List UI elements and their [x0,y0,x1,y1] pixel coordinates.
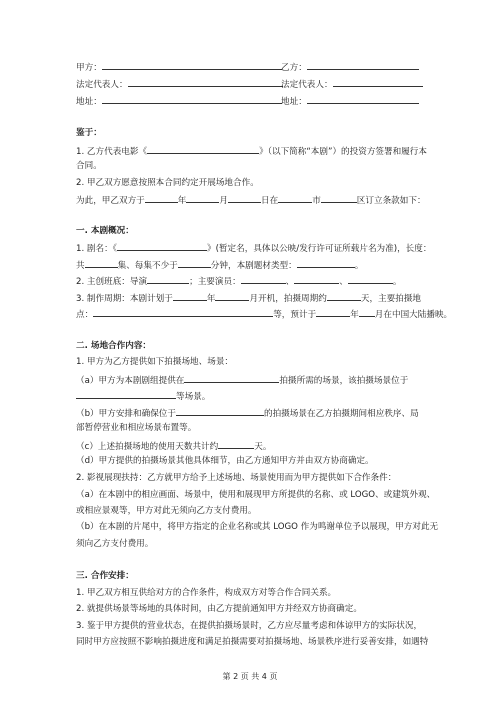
party-a-addr-blank[interactable] [102,94,282,104]
s1-i3-text-2: 年 [206,294,216,304]
s2-l2-text-2: 拍摄所需的场景，该拍摄场景位于 [279,376,409,386]
s2-l6-text-2: 天。 [254,442,272,452]
s2-line-12: 须向乙方支付费用。 [76,539,154,549]
s1-item-1-cont [76,258,363,272]
s3-line-1: 1. 甲乙双方相互供给对方的合作条件，构成双方对等合作合同关系。 [76,588,337,598]
party-a-addr-line [76,94,282,108]
s1-item-2 [76,274,402,288]
s2-line-4 [76,406,419,420]
actor-3-blank[interactable] [348,274,393,284]
concl-text-5: 市 [312,196,321,206]
location-blank[interactable] [93,307,273,317]
party-a-rep-line [76,77,283,91]
party-a-rep-blank[interactable] [128,77,283,87]
party-b-rep-line [281,77,423,91]
s1-i2-text-1: 2. 主创班底：导演 [76,277,148,287]
actor-1-blank[interactable] [241,274,286,284]
section-1-heading: 一. 本剧概况： [76,226,134,236]
party-b-addr-line [281,94,419,108]
sign-day-blank[interactable] [228,193,261,203]
s1-i3c-text-3: 年 [350,310,359,320]
concl-text-2: 年 [177,196,187,206]
s1-i3-text-4: 天，主要拍摄地 [360,294,422,304]
s1-i2-text-2: ；主要演员： [189,277,241,287]
s2-l4-text-1: （b）甲方安排和确保位于 [76,409,176,419]
scene-site-blank[interactable] [176,406,264,416]
s2-line-11: （b）在本剧的片尾中，将甲方指定的企业名称或其 LOGO 作为鸣谢单位予以展现，甲方对此无 [76,522,439,532]
s1-i3-text-3: 月开机，拍摄周期约 [249,294,327,304]
whereas-conclusion [76,193,426,207]
s2-line-3 [76,389,210,403]
concl-text-6: 区订立条款如下： [356,196,426,206]
s1-i3-text-1: 3. 制作周期：本剧计划于 [76,294,173,304]
concl-text-4: 日在 [260,196,279,206]
s2-line-9: （a）在本剧中的相应画面、场景中，使用和展现甲方所提供的名称、或 LOGO、或建筑外观、 [76,490,436,500]
s1-i2-end: 。 [392,277,402,287]
party-a-rep-label: 法定代表人： [76,80,128,90]
party-b-blank[interactable] [307,60,419,70]
party-a-label: 甲方： [76,63,102,73]
party-a-blank[interactable] [102,60,282,70]
air-month-blank[interactable] [359,307,375,317]
page-footer: 第 2 页 共 4 页 [222,672,278,681]
s2-line-6 [76,439,271,453]
party-b-addr-blank[interactable] [307,94,419,104]
s2-l4-text-2: 的拍摄场景在乙方拍摄期间相应秩序、局 [264,409,419,419]
s1-i2-sep-1: 、 [285,277,295,287]
s1-i1c-text-1: 共 [76,261,85,271]
whereas-item-1-pre: 1. 乙方代表电影《 [76,147,148,157]
s1-i3c-text-1: 点： [76,310,94,320]
s2-l2-text-1: （a）甲方为本剧剧组提供在 [76,376,185,386]
whereas-item-2: 2. 甲乙双方愿意按照本合同约定开展场地合作。 [76,178,259,188]
s1-i1-text-1: 1. 剧名：《 [76,244,118,254]
s2-line-5: 部暂停营业和相应场景布置等。 [76,423,197,433]
whereas-item-1-cont: 合同。 [76,161,102,171]
whereas-heading: 鉴于： [76,128,102,138]
party-b-addr-label: 地址： [281,97,307,107]
scene-location-blank[interactable] [76,389,176,399]
s2-line-7: （d）甲方提供的拍摄场景其他具体细节，由乙方通知甲方并由双方协商确定。 [76,456,374,466]
director-blank[interactable] [147,274,189,284]
concl-text-3: 月 [219,196,228,206]
s1-item-1 [76,241,431,255]
drama-title-blank[interactable] [117,241,207,251]
shoot-days-blank[interactable] [327,291,361,301]
s1-i3c-text-2: 等，预计于 [273,310,317,320]
s2-l6-text-1: （c）上述拍摄场地的使用天数共计约 [76,442,219,452]
actor-2-blank[interactable] [294,274,339,284]
party-b-rep-blank[interactable] [333,77,423,87]
s2-line-8: 2. 影视展现扶持：乙方就甲方给予上述场地、场景使用而为甲方提供如下合作条件： [76,473,397,483]
air-year-blank[interactable] [316,307,350,317]
s2-line-2 [76,373,408,387]
party-b-label: 乙方： [281,63,307,73]
party-b-rep-label: 法定代表人： [281,80,333,90]
party-b-line [281,60,419,74]
shoot-year-blank[interactable] [173,291,207,301]
s1-i1c-text-4: 。 [354,261,364,271]
sign-month-blank[interactable] [186,193,219,203]
shoot-month-blank[interactable] [215,291,249,301]
sign-city-blank[interactable] [278,193,312,203]
s2-l3-end: 等场景。 [176,392,211,402]
whereas-item-1-post: 》（以下简称“本剧”）的投资方签署和履行本 [259,147,427,157]
sign-year-blank[interactable] [145,193,178,203]
party-a-line [76,60,282,74]
section-2-heading: 二. 场地合作内容： [76,341,152,351]
s2-line-1: 1. 甲方为乙方提供如下拍摄场地、场景： [76,357,234,367]
section-3-heading: 三. 合作安排： [76,571,134,581]
s1-i1c-text-3: 分钟，本剧题材类型： [210,261,297,271]
s1-item-3 [76,291,421,305]
s3-line-2: 2. 就提供场景等场地的具体时间，由乙方提前通知甲方并经双方协商确定。 [76,604,362,614]
genre-blank[interactable] [297,258,355,268]
s1-i3c-text-4: 月在中国大陆播映。 [374,310,453,320]
s1-i2-sep-2: 、 [339,277,348,287]
minutes-blank[interactable] [178,258,211,268]
concl-text-1: 为此，甲乙双方于 [76,196,145,206]
scene-place-blank[interactable] [184,373,279,383]
s1-item-3-cont [76,307,452,321]
whereas-item-1 [76,144,427,158]
usage-days-blank[interactable] [218,439,254,449]
s3-line-3: 3. 鉴于甲方提供的营业状态，在提供拍摄场景时，乙方应尽量考虑和体谅甲方的实际状况， [76,621,423,631]
s3-line-4: 同时甲方应按照不影响拍摄进度和满足拍摄需要对拍摄场地、场景秩序进行妥善安排，如遇特 [76,637,429,647]
episodes-blank[interactable] [85,258,118,268]
sign-district-blank[interactable] [321,193,357,203]
s2-line-10: 或相应景观等，甲方对此无须向乙方支付费用。 [76,506,257,516]
s1-i1-text-2: 》(暂定名，具体以公映/发行许可证所载片名为准)，长度： [207,244,432,254]
s1-i1c-text-2: 集、每集不少于 [117,261,178,271]
party-a-addr-label: 地址： [76,97,102,107]
film-title-blank[interactable] [147,144,259,154]
